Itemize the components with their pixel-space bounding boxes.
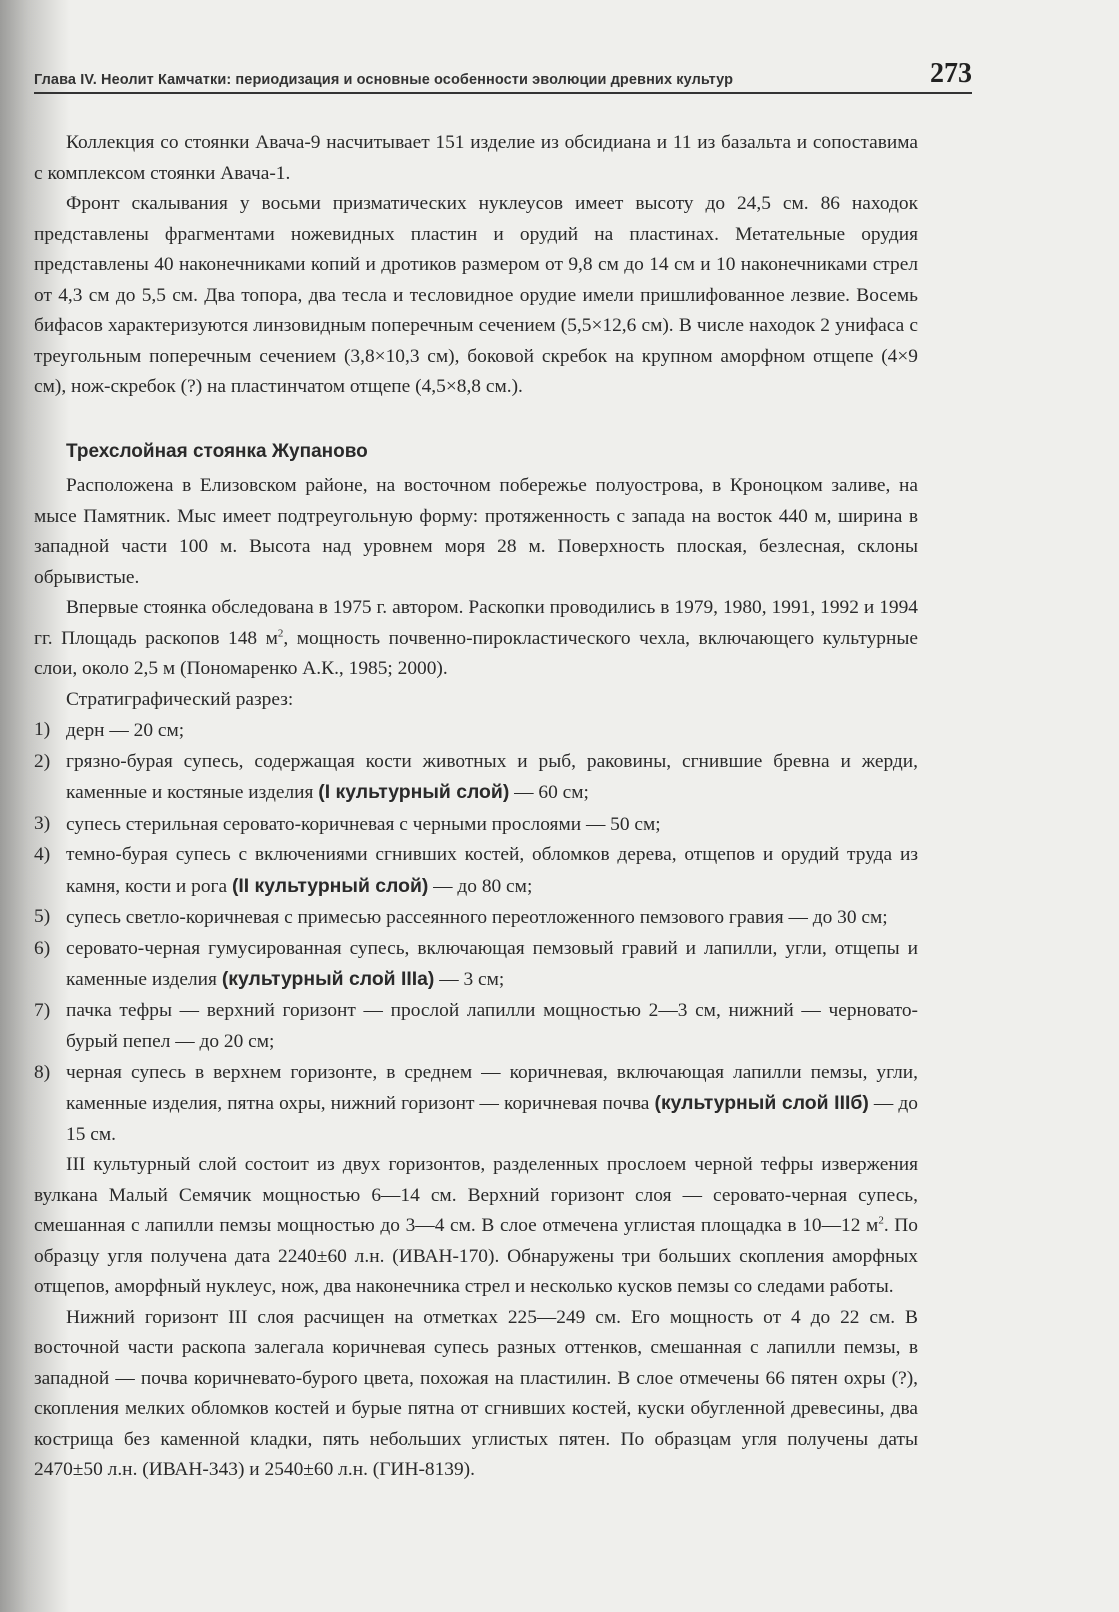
text-run: черная супесь в верхнем горизонте, в среднем — коричневая, включающая лапилли пемзы, угли, каменные изделия, пятна охры, нижний горизонт — коричневая почва xyxy=(66,1061,918,1114)
text-run: Впервые стоянка обследована в 1975 г. автором. Раскопки проводились в 1979, 1980, 1991, 1992 и 1994 гг. Площадь раскопов 148 м xyxy=(34,597,918,649)
page-number: 273 xyxy=(930,58,972,89)
bold-run: (I культурный слой) xyxy=(318,781,510,803)
item-number: 5) xyxy=(34,906,51,927)
item-text xyxy=(66,902,918,934)
item-text xyxy=(66,747,918,809)
text-run: серовато-черная гумусированная супесь, включающая пемзовый гравий и лапилли, угли, отщепы и каменные изделия xyxy=(66,937,918,990)
chapter-title: Глава IV. Неолит Камчатки: периодизация и основные особенности эволюции древних культур xyxy=(34,72,734,88)
paragraph: Расположена в Елизовском районе, на восточном побережье полуострова, в Кроноцком заливе, на мысе Памятник. Мыс имеет подтреугольную форму: протяженность с запада на восток 440 м, ширина в западной части 100 м. Высота над уровнем моря 28 м. Поверхность плоская, безлесная, склоны обрывистые. xyxy=(34,475,918,588)
text-run: — до 15 см. xyxy=(66,1093,918,1145)
list-item xyxy=(34,1058,918,1151)
paragraph: Фронт скалывания у восьми призматических нуклеусов имеет высоту до 24,5 см. 86 находок представлены фрагментами ножевидных пластин и орудий на пластинах. Метательные орудия представлены 40 наконечниками копий и дротиков размером от 9,8 см до 14 см и 10 наконечниками стрел от 4,3 см до 5,5 см. Два топора, два тесла и тесловидное орудие имели пришлифованное лезвие. Восемь бифасов характеризуются линзовидным поперечным сечением (5,5×12,6 см). В числе находок 2 унифаса с треугольным поперечным сечением (3,8×10,3 см), боковой скребок на крупном аморфном отщепе (4×9 см), нож-скребок (?) на пластинчатом отщепе (4,5×8,8 см.). xyxy=(34,193,918,397)
strat-heading: Стратиграфический разрез: xyxy=(66,688,294,710)
item-text xyxy=(66,715,918,747)
text-run: супесь стерильная серовато-коричневая с черными прослоями — 50 см; xyxy=(66,813,661,835)
text-run: грязно-бурая супесь, содержащая кости животных и рыб, раковины, сгнившие бревна и жерди, каменные и костяные изделия xyxy=(66,750,918,803)
item-number: 3) xyxy=(34,812,51,834)
item-number: 4) xyxy=(34,844,51,865)
list-item xyxy=(34,840,918,902)
item-text xyxy=(66,934,918,996)
book-page xyxy=(34,60,1064,1486)
list-item xyxy=(34,715,918,747)
text-run: дерн — 20 см; xyxy=(66,720,185,741)
list-item xyxy=(34,747,918,809)
stratigraphy-list xyxy=(34,715,918,1150)
running-head xyxy=(34,60,972,94)
text-run: III культурный слой состоит из двух горизонтов, разделенных прослоем черной тефры извержения вулкана Малый Семячик мощностью 6—14 см. Верхний горизонт слоя — серовато-черная супесь, смешанная с лапилли пемзы мощностью до 3—4 см. В слое отмечена углистая площадка в 10—12 м xyxy=(34,1154,918,1236)
item-number: 1) xyxy=(34,719,51,740)
item-number: 2) xyxy=(34,750,51,772)
section-title: Трехслойная стоянка Жупаново xyxy=(66,440,368,462)
text-run: темно-бурая супесь с включениями сгнивших костей, обломков дерева, отщепов и орудий труда из камня, кости и рога xyxy=(66,844,918,897)
item-number: 7) xyxy=(34,999,51,1021)
bold-run: (культурный слой IIIa) xyxy=(221,968,435,990)
text-run: , мощность почвенно-пирокластического чехла, включающего культурные слои, около 2,5 м (Пономаренко А.К., 1985; 2000). xyxy=(34,627,918,679)
text-run: — 60 см; xyxy=(509,782,589,803)
paragraph: Нижний горизонт III слоя расчищен на отметках 225—249 см. Его мощность от 4 до 22 см. В восточной части раскопа залегала коричневая супесь разных оттенков, смешанная с лапилли пемзы, в западной — почва коричневато-бурого цвета, похожая на пластилин. В слое отмечены 66 пятен охры (?), скопления мелких обломков костей и бурые пятна от сгнивших костей, куски обугленной древесины, два кострища без каменной кладки, пять небольших углистых пятен. По образцам угля получены даты 2470±50 л.н. (ИВАН-343) и 2540±60 л.н. (ГИН-8139). xyxy=(34,1306,918,1480)
text-run: — до 80 см; xyxy=(428,875,533,897)
bold-run: (II культурный слой) xyxy=(231,874,429,897)
superscript: 2 xyxy=(277,627,284,640)
list-item xyxy=(34,809,918,841)
list-item xyxy=(34,902,918,934)
paragraph xyxy=(34,1150,918,1303)
item-text xyxy=(66,996,918,1058)
body-text xyxy=(34,128,918,1486)
text-run: — 3 см; xyxy=(434,969,505,990)
superscript: 2 xyxy=(878,1214,884,1227)
bold-run: (культурный слой IIIб) xyxy=(654,1092,869,1114)
item-text xyxy=(66,809,918,841)
item-number: 6) xyxy=(34,937,51,959)
item-number: 8) xyxy=(34,1061,51,1083)
item-text xyxy=(66,1058,918,1151)
paragraph xyxy=(34,593,918,685)
list-item xyxy=(34,934,918,996)
text-run: пачка тефры — верхний горизонт — прослой лапилли мощностью 2—3 см, нижний — черновато-бурый пепел — до 20 см; xyxy=(66,999,918,1052)
item-text xyxy=(66,840,918,902)
paragraph: Коллекция со стоянки Авача-9 насчитывает 151 изделие из обсидиана и 11 из базальта и сопоставима с комплексом стоянки Авача-1. xyxy=(34,132,918,184)
text-run: супесь светло-коричневая с примесью рассеянного переотложенного пемзового гравия — до 30 см; xyxy=(66,907,888,928)
text-run: . По образцу угля получена дата 2240±60 л.н. (ИВАН-170). Обнаружены три больших скопления аморфных отщепов, аморфный нуклеус, нож, два наконечника стрел и несколько кусков пемзы со следами работы. xyxy=(34,1215,918,1297)
list-item xyxy=(34,996,918,1058)
